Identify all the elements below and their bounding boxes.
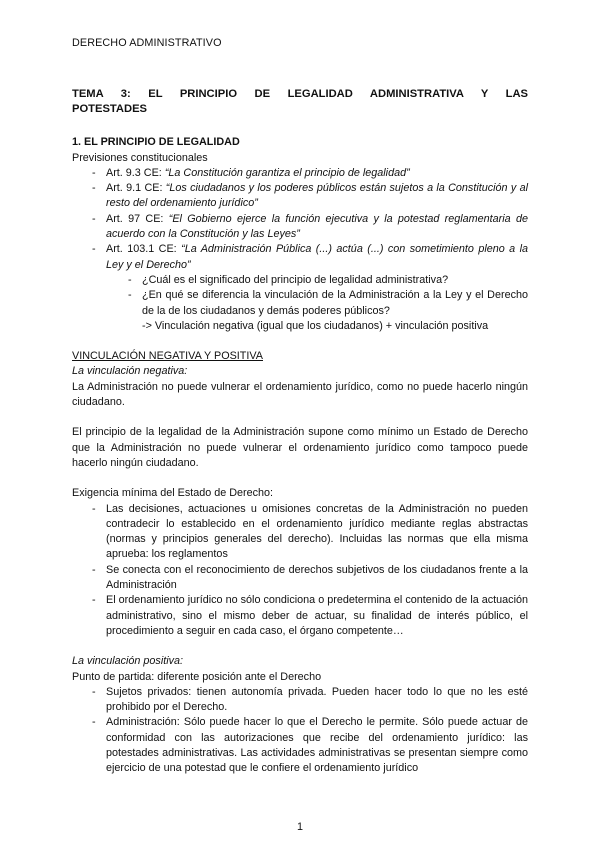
answer-line: -> Vinculación negativa (igual que los ciudadanos) + vinculación positiva — [142, 319, 489, 332]
articles-list — [72, 166, 528, 273]
list-item: - Sujetos privados: tienen autonomía privada. Pueden hacer todo lo que no les esté prohibido por el Derecho. — [72, 685, 528, 716]
article-ref: Art. 97 CE: — [106, 212, 169, 225]
section-subtitle: Previsiones constitucionales — [72, 151, 208, 164]
question-item: - ¿Cuál es el significado del principio de legalidad administrativa? — [72, 273, 528, 288]
section-title-vinculacion: VINCULACIÓN NEGATIVA Y POSITIVA — [72, 350, 263, 363]
article-quote: “La Administración Pública (...) actúa (...) con sometimiento pleno a la Ley y el Derecho” — [106, 243, 529, 271]
document-title-line-2: POTESTADES — [72, 103, 148, 116]
document-title-line-1: TEMA 3: EL PRINCIPIO DE LEGALIDAD ADMINISTRATIVA Y LAS — [72, 88, 528, 101]
list-item: - Administración: Sólo puede hacer lo que el Derecho le permite. Sólo puede actuar de conformidad con las autorizaciones que recibe del ordenamiento jurídico: las potestades administrativas. Las actividades administrativas se presentan siempre como ejercicio de una potestad que le confiere el ordenamiento jurídico — [72, 715, 528, 776]
page-number: 1 — [296, 821, 303, 833]
positiva-intro: Punto de partida: diferente posición ante el Derecho — [72, 670, 322, 683]
article-item — [72, 212, 528, 243]
article-ref: Art. 9.1 CE: — [106, 182, 166, 195]
document-title — [72, 87, 528, 117]
article-ref: Art. 9.3 CE: — [106, 166, 165, 179]
question-item: - ¿En qué se diferencia la vinculación de la Administración a la Ley y el Derecho de la de los ciudadanos y demás poderes públicos? — [72, 288, 528, 319]
article-item — [72, 181, 528, 212]
label-positiva: La vinculación positiva: — [72, 655, 184, 668]
article-quote: “Los ciudadanos y los poderes públicos están sujetos a la Constitución y al resto del ordenamiento jurídico” — [106, 182, 528, 210]
article-quote: “La Constitución garantiza el principio de legalidad” — [164, 166, 410, 179]
section-legalidad — [72, 135, 528, 334]
positiva-list — [72, 685, 528, 777]
list-item: - El ordenamiento jurídico no sólo condiciona o predetermina el contenido de la actuación administrativo, sino el mismo deber de actuar, su finalidad de interés público, el procedimiento a seguir en cada caso, el órgano competente… — [72, 593, 528, 639]
list-item: - Se conecta con el reconocimiento de derechos subjetivos de los ciudadanos frente a la Administración — [72, 563, 528, 594]
article-quote: “El Gobierno ejerce la función ejecutiva y la potestad reglamentaria de acuerdo con la Constitución y las Leyes” — [106, 212, 528, 241]
paragraph: El principio de la legalidad de la Administración supone como mínimo un Estado de Derecho que la Administración no puede vulnerar el ordenamiento jurídico como tampoco puede hacerlo ningún ciudadano. — [72, 426, 528, 469]
article-ref: Art. 103.1 CE: — [106, 243, 182, 256]
section-title: 1. EL PRINCIPIO DE LEGALIDAD — [72, 136, 240, 149]
section-vinculacion — [72, 349, 528, 776]
article-item — [72, 166, 528, 181]
exigencia-list — [72, 502, 528, 640]
running-header: DERECHO ADMINISTRATIVO — [72, 37, 222, 49]
questions-list — [72, 273, 528, 319]
exigencia-heading: Exigencia mínima del Estado de Derecho: — [72, 487, 274, 500]
paragraph: La Administración no puede vulnerar el ordenamiento jurídico, como no puede hacerlo ningún ciudadano. — [72, 380, 528, 409]
label-negativa: La vinculación negativa: — [72, 365, 188, 378]
list-item: - Las decisiones, actuaciones u omisiones concretas de la Administración no pueden contradecir lo establecido en el ordenamiento jurídico mediante reglas abstractas (normas y principios generales del derecho). Incluidas las normas que ella misma aprueba: los reglamentos — [72, 502, 528, 563]
article-item — [72, 242, 528, 273]
